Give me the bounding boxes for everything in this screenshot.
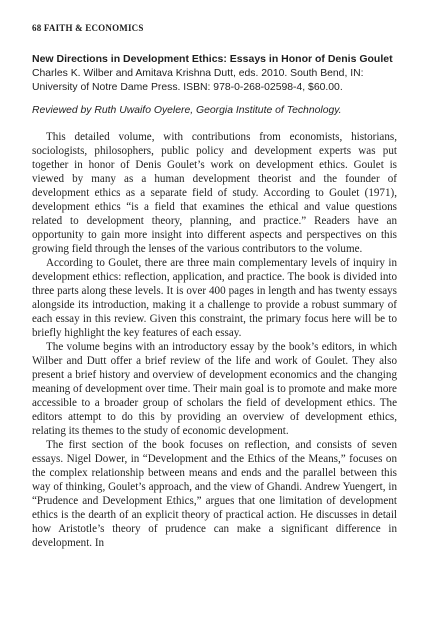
body-paragraph: The first section of the book focuses on reflection, and consists of seven essays. Nigel Dower, in “Development and the Ethics of the Means,” focuses on the complex relationship between means and ends and the parallel between this way of thinking, Goulet’s approach, and the view of Ghandi. Andrew Yuengert, in “Prudence and Development Ethics,” argues that one limitation of development ethics is the dearth of an explicit theory of practical action. He discusses in detail how Aristotle’s theory of prudence can make a significant difference in development. In [32, 438, 397, 549]
reviewer-credit: Reviewed by Ruth Uwaifo Oyelere, Georgia Institute of Technology. [32, 104, 342, 116]
book-title: New Directions in Development Ethics: Essays in Honor of Denis Goulet [32, 53, 393, 65]
body-paragraph: According to Goulet, there are three main complementary levels of inquiry in development ethics: reflection, application, and practice. The book is divided into three parts along these levels. It is over 400 pages in length and has twenty essays alongside its introduction, making it a challenge to provide a robust summary of each essay in this review. Given this constraint, the primary focus here will be to briefly highlight the key features of each essay. [32, 256, 397, 339]
body-paragraph: The volume begins with an introductory essay by the book’s editors, in which Wilber and Dutt offer a brief review of the life and work of Goulet. They also present a brief history and overview of development economics and the changing meaning of development over time. Their main goal is to promote and make more accessible to a broader group of scholars the field of development ethics. The editors attempt to do this by providing an overview of development ethics, relating its themes to the study of economic development. [32, 340, 397, 437]
book-citation: Charles K. Wilber and Amitava Krishna Dutt, eds. 2010. South Bend, IN: University of Notre Dame Press. ISBN: 978-0-268-02598-4, $60.00. [32, 67, 364, 93]
body-paragraph: This detailed volume, with contributions from economists, historians, sociologists, philosophers, public policy and development experts was put together in honor of Denis Goulet’s work on development ethics. Goulet is viewed by many as a human development theorist and the founder of development ethics as a separate field of study. According to Goulet (1971), development ethics “is a field that examines the ethical and value questions related to development theory, planning, and practice.” Readers have an opportunity to gain more insight into different aspects and perspectives on this growing field through the lenses of the various contributors to the volume. [32, 130, 397, 255]
book-page [32, 22, 397, 550]
running-head: 68 FAITH & ECONOMICS [32, 23, 144, 33]
